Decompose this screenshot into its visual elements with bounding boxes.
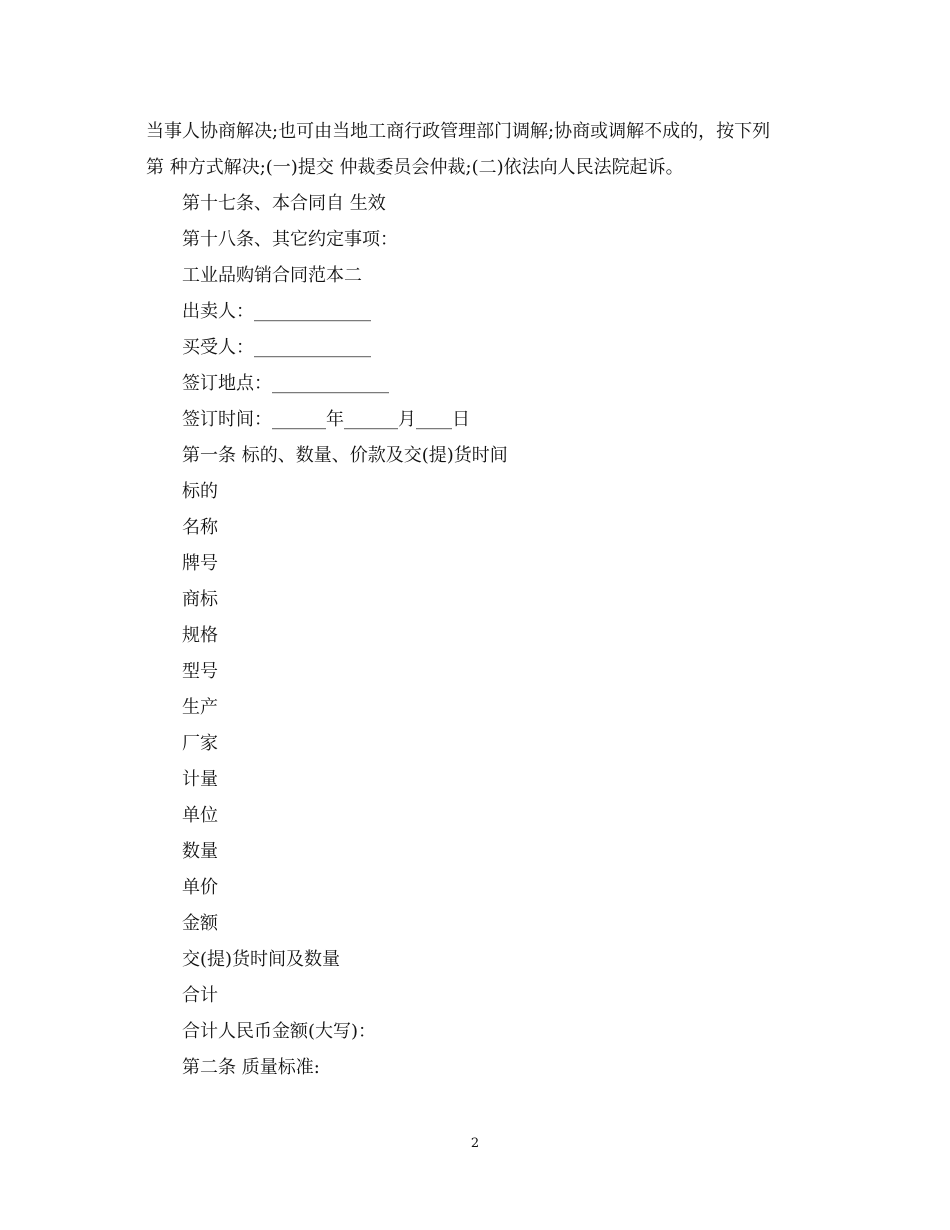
seller-field: 出卖人：_____________ bbox=[182, 301, 371, 322]
table-label: 标的 bbox=[182, 481, 218, 502]
table-label: 商标 bbox=[182, 589, 218, 610]
clause-2: 第二条 质量标准: bbox=[182, 1057, 320, 1078]
clause-1: 第一条 标的、数量、价款及交(提)货时间 bbox=[182, 445, 508, 466]
table-label: 金额 bbox=[182, 913, 218, 934]
buyer-field: 买受人：_____________ bbox=[182, 337, 371, 358]
signing-date-field: 签订时间：______年______月____日 bbox=[182, 409, 470, 430]
table-label: 规格 bbox=[182, 625, 218, 646]
table-label: 厂家 bbox=[182, 733, 218, 754]
table-label: 交(提)货时间及数量 bbox=[182, 949, 341, 970]
table-label: 合计 bbox=[182, 985, 218, 1006]
total-amount-field: 合计人民币金额(大写)： bbox=[182, 1021, 377, 1042]
table-label: 单价 bbox=[182, 877, 218, 898]
table-label: 计量 bbox=[182, 769, 218, 790]
section-title: 工业品购销合同范本二 bbox=[182, 265, 362, 286]
paragraph-line: 第 种方式解决;(一)提交 仲裁委员会仲裁;(二)依法向人民法院起诉。 bbox=[146, 157, 684, 178]
table-label: 名称 bbox=[182, 517, 218, 538]
table-label: 型号 bbox=[182, 661, 218, 682]
paragraph-line: 当事人协商解决;也可由当地工商行政管理部门调解;协商或调解不成的，按下列 bbox=[146, 121, 771, 142]
table-label: 生产 bbox=[182, 697, 218, 718]
table-label: 单位 bbox=[182, 805, 218, 826]
clause-18: 第十八条、其它约定事项： bbox=[182, 229, 398, 250]
signing-place-field: 签订地点：_____________ bbox=[182, 373, 389, 394]
table-label: 牌号 bbox=[182, 553, 218, 574]
page-number: 2 bbox=[470, 1136, 480, 1151]
table-label: 数量 bbox=[182, 841, 218, 862]
clause-17: 第十七条、本合同自 生效 bbox=[182, 193, 386, 214]
